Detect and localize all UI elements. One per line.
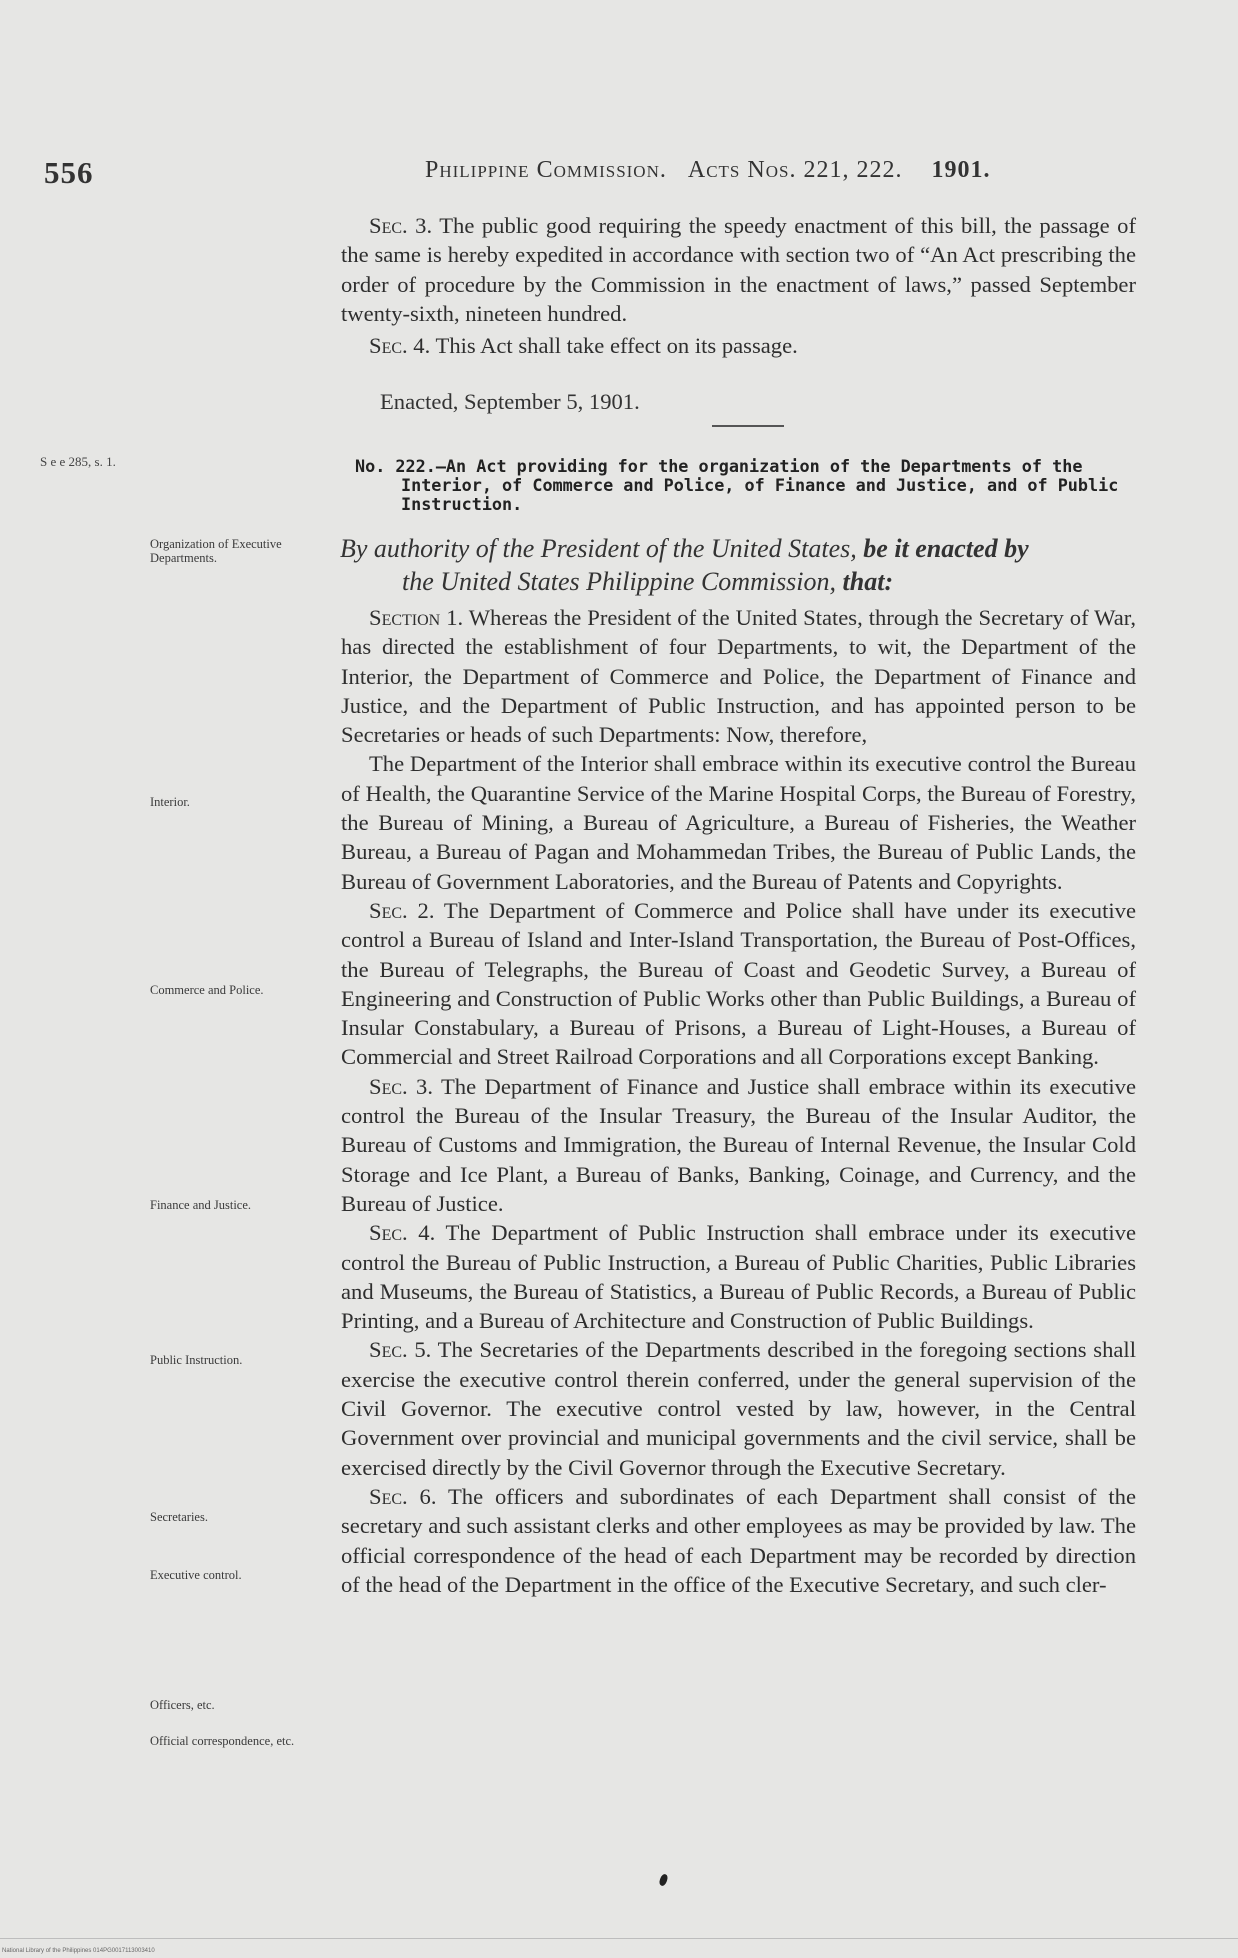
header-year: 1901. (931, 157, 991, 183)
section-3 (341, 1072, 1136, 1218)
enacting-text: the United States Philippine Commission, (402, 567, 837, 596)
footer-divider (0, 1938, 1238, 1939)
side-note-public-instruction: Public Instruction. (150, 1353, 243, 1367)
section-text: Whereas the President of the United States, through the Secretary of War, has directed the establishment of four Departments, to wit, the Department of the Interior, the Department of Commerce and Police, the Department of Finance and Justice, and the Department of Public Instruction, and has appointed person to be Secretaries or heads of such Departments: Now, therefore, (341, 605, 1136, 748)
section-label: Sec. 4. (369, 1220, 436, 1246)
section-1 (341, 603, 1136, 749)
margin-reference: S e e 285, s. 1. (40, 454, 116, 469)
section-label: Sec. 4. (369, 333, 431, 359)
running-header (425, 157, 1085, 184)
act-sections (341, 603, 1136, 1599)
previous-act-sections (341, 211, 1136, 360)
section-text: The Department of Public Instruction shall embrace under its executive control the Bureau of Public Instruction, a Bureau of Public Charities, Public Libraries and Museums, the Bureau of Statistics, a Bureau of Public Records, a Bureau of Public Printing, and a Bureau of Architecture and Construction of Public Buildings. (341, 1220, 1136, 1334)
scan-footer: National Library of the Philippines 014PG0017113003410 (2, 1948, 155, 1954)
section-text: The Department of Commerce and Police shall have under its executive control a Bureau of Island and Inter-Island Transportation, the Bureau of Post-Offices, the Bureau of Telegraphs, the Bureau of Coast and Geodetic Survey, a Bureau of Engineering and Construction of Public Works other than Public Buildings, a Bureau of Insular Constabulary, a Bureau of Prisons, a Bureau of Light-Houses, a Bureau of Commercial and Street Railroad Corporations and all Corporations except Banking. (341, 897, 1136, 1070)
section-2 (341, 896, 1136, 1072)
section-text: The Secretaries of the Departments described in the foregoing sections shall exercise the executive control therein conferred, under the general supervision of the Civil Governor. The executive control vested by law, however, in the Central Government over provincial and municipal governments and the civil service, shall be exercised directly by the Civil Governor through the Executive Secretary. (341, 1337, 1136, 1480)
side-note-organization: Organization of Executive Departments. (150, 537, 282, 565)
ink-mark (658, 1873, 669, 1887)
enacting-text: By authority of the President of the United States, (340, 534, 857, 563)
section-4 (341, 1218, 1136, 1335)
side-note-officers: Officers, etc. (150, 1698, 215, 1712)
section-label: Sec. 3. (369, 213, 433, 238)
section-label: Section 1. (369, 605, 464, 630)
enacting-emphasis: that: (842, 567, 894, 596)
section-label: Sec. 6. (369, 1483, 437, 1509)
section-text: This Act shall take effect on its passage. (435, 333, 798, 359)
prev-section-4 (341, 331, 1136, 360)
section-text: The officers and subordinates of each Department shall consist of the secretary and such assistant clerks and other employees as may be provided by law. The official correspondence of the head of each Department may be recorded by direction of the head of the Department in the office of the Executive Secretary, and such cler- (341, 1483, 1136, 1597)
header-commission: Philippine Commission. (425, 157, 667, 183)
prev-section-3 (341, 211, 1136, 328)
side-note-interior: Interior. (150, 795, 190, 809)
section-label: Sec. 2. (369, 897, 435, 923)
side-note-finance: Finance and Justice. (150, 1198, 252, 1212)
side-note-secretaries: Secretaries. (150, 1510, 208, 1524)
enacted-date: Enacted, September 5, 1901. (380, 389, 640, 414)
header-acts: Acts Nos. 221, 222. (687, 157, 903, 183)
side-note-executive-control: Executive control. (150, 1568, 242, 1582)
section-label: Sec. 5. (369, 1337, 432, 1363)
section-text: The public good requiring the speedy enactment of this bill, the passage of the same is hereby expedited in accordance with section two of “An Act prescribing the order of procedure by the Commission in the enactment of laws,” passed September twenty-sixth, nineteen hundred. (341, 213, 1136, 326)
act-number: No. 222. (355, 456, 436, 476)
page-number: 556 (44, 155, 94, 190)
divider-rule (712, 425, 784, 427)
side-note-correspondence: Official correspondence, etc. (150, 1734, 295, 1748)
section-label: Sec. 3. (369, 1073, 433, 1099)
act-heading (355, 457, 1145, 514)
section-6 (341, 1482, 1136, 1599)
section-text: The Department of the Interior shall embrace within its executive control the Bureau of Health, the Quarantine Service of the Marine Hospital Corps, the Bureau of Forestry, the Bureau of Mining, a Bureau of Agriculture, a Bureau of Fisheries, the Weather Bureau, a Bureau of Pagan and Mohammedan Tribes, the Bureau of Public Lands, the Bureau of Government Laboratories, and the Bureau of Patents and Copyrights. (341, 751, 1136, 894)
side-note-commerce: Commerce and Police. (150, 983, 264, 997)
enacting-emphasis: be it enacted by (863, 534, 1029, 563)
act-title: —An Act providing for the organization of the Departments of the Interior, of Commerce and Police, of Finance and Justice, and of Public Instruction. (401, 456, 1119, 514)
section-interior (341, 749, 1136, 895)
section-5 (341, 1335, 1136, 1481)
enacting-clause (340, 532, 1140, 598)
section-text: The Department of Finance and Justice shall embrace within its executive control the Bureau of the Insular Treasury, the Bureau of the Insular Auditor, the Bureau of Customs and Immigration, the Bureau of Internal Revenue, the Insular Cold Storage and Ice Plant, a Bureau of Banks, Banking, Coinage, and Currency, and the Bureau of Justice. (341, 1073, 1136, 1216)
